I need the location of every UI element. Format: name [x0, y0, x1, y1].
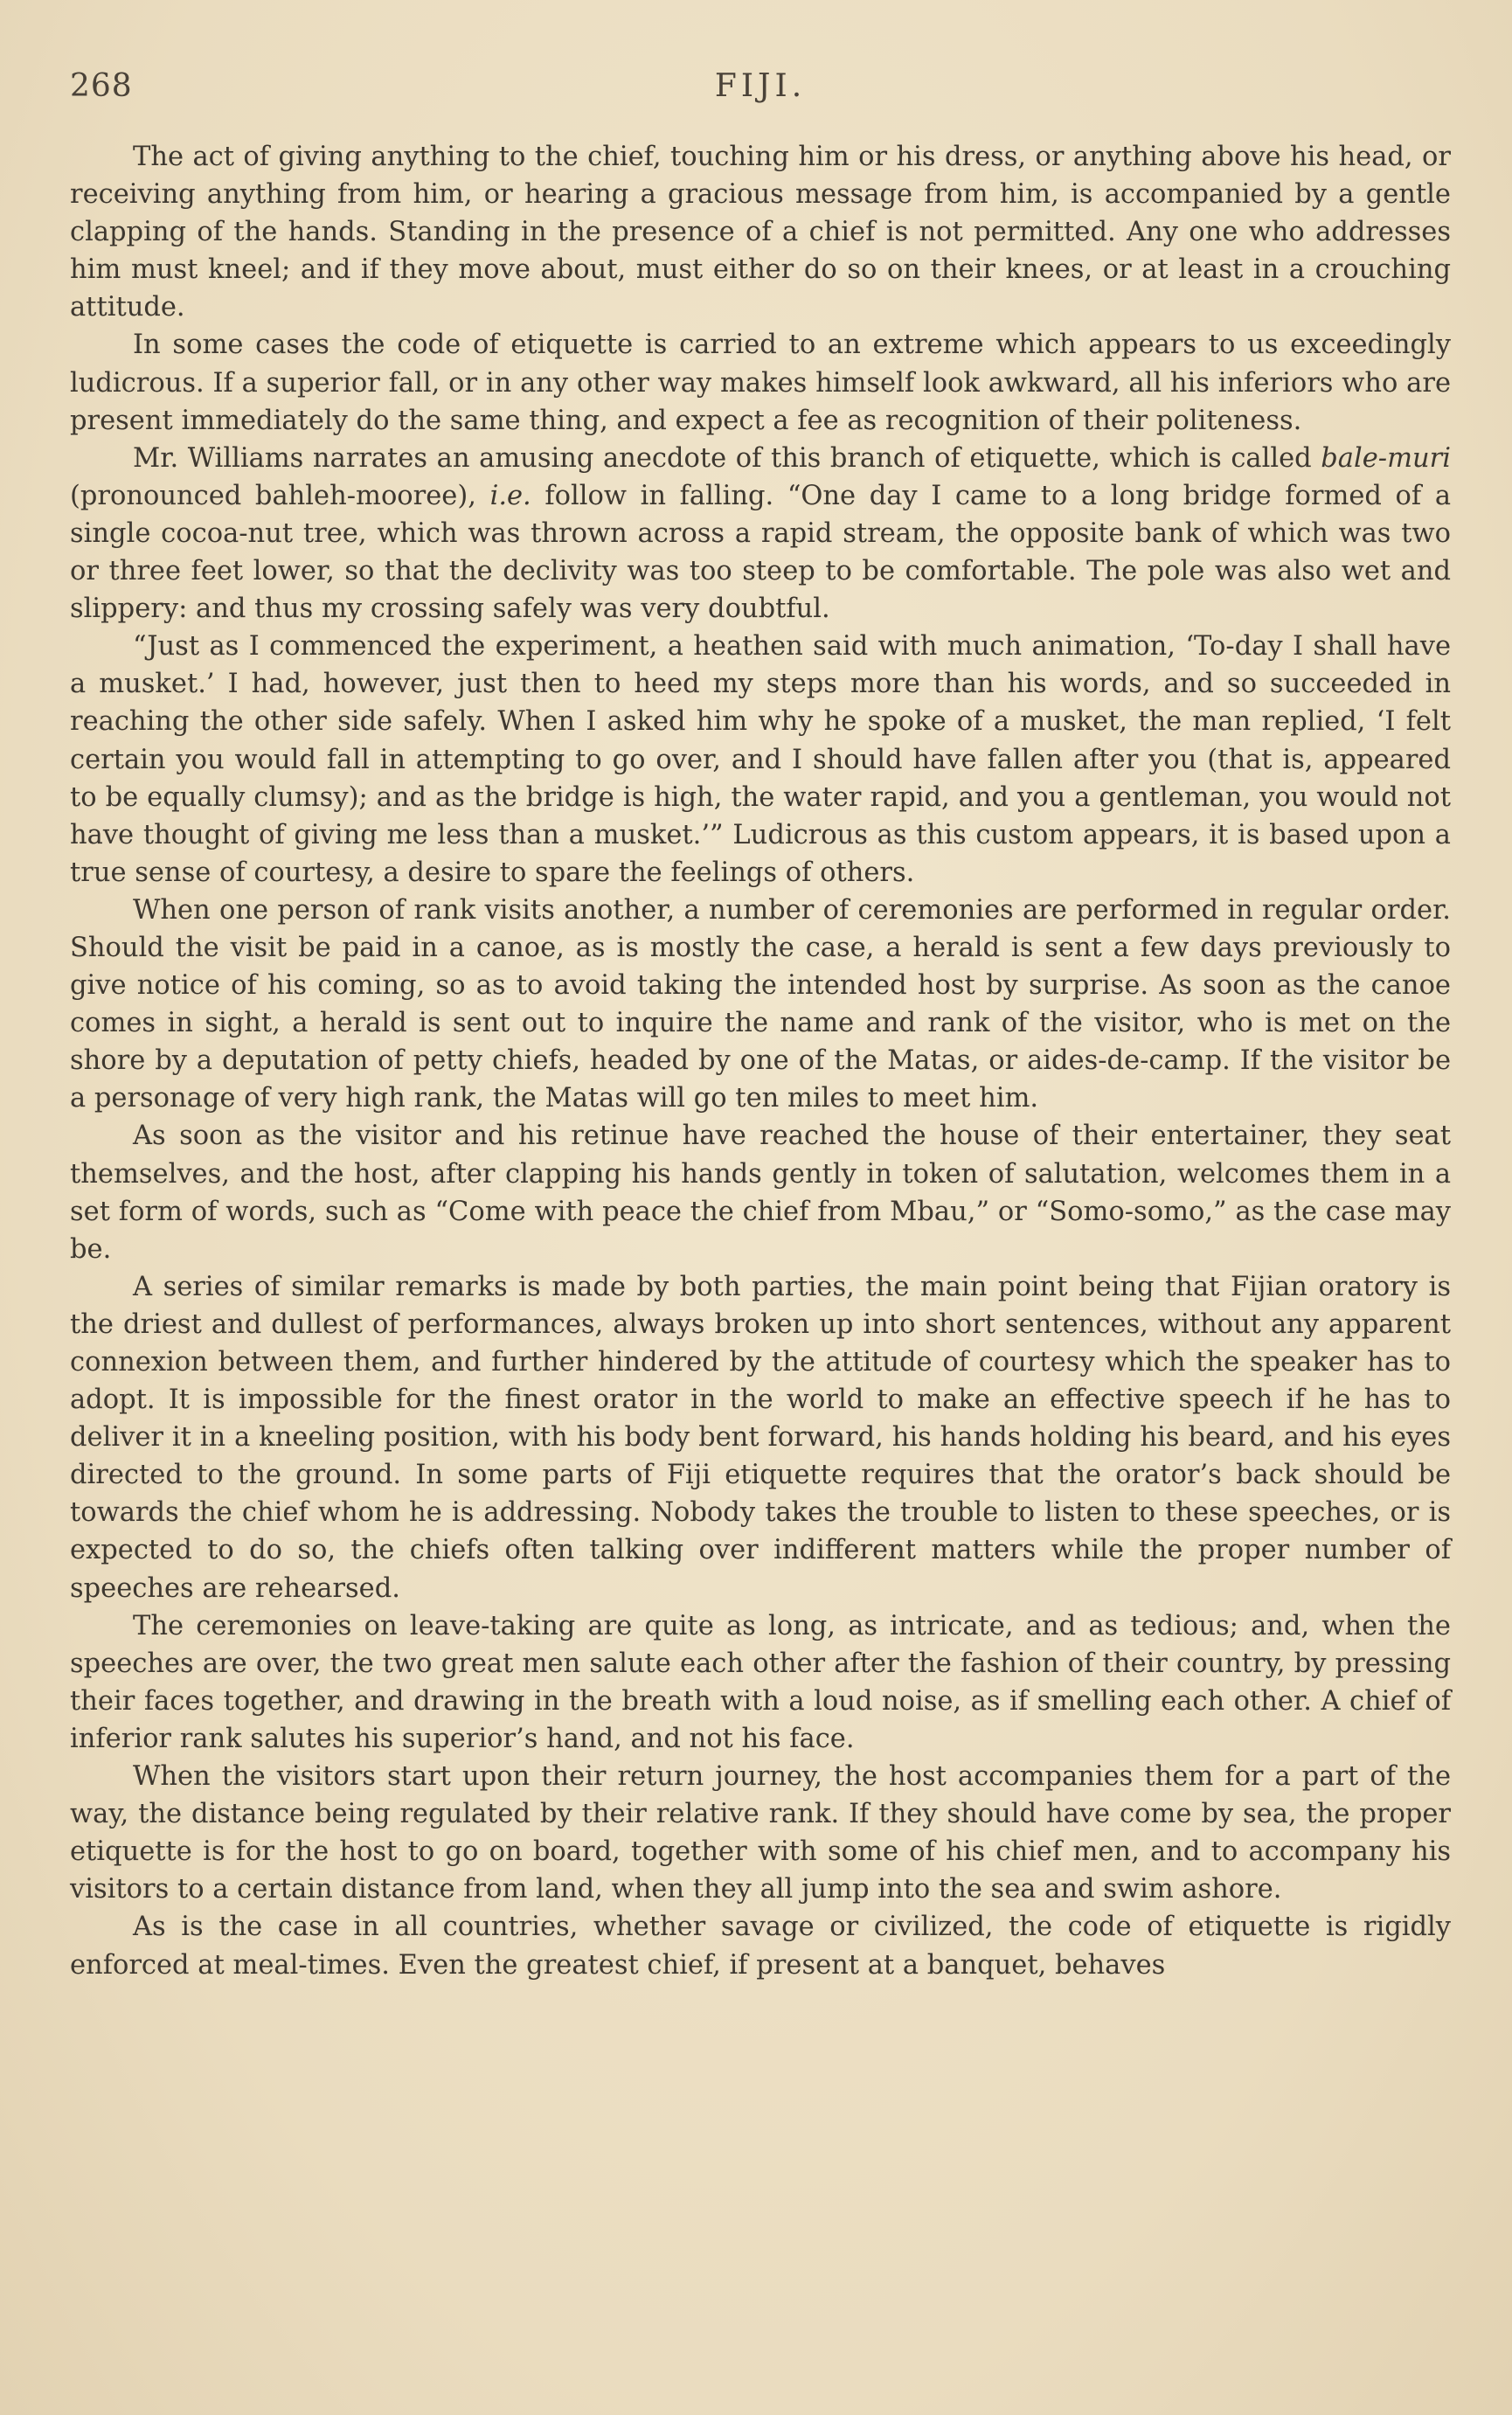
page-number: 268	[70, 68, 133, 104]
paragraph: The act of giving anything to the chief, touching him or his dress, or anything above his head, or receiving anything from him, or hearing a gracious message from him, is accompanied by a gentle clapping of the hands. Standing in the presence of a chief is not permitted. Any one who addresses him must kneel; and if they move about, must either do so on their knees, or at least in a crouching attitude.	[70, 142, 1451, 323]
fijian-term: bale-muri	[1321, 442, 1451, 474]
paragraph: The ceremonies on leave-taking are quite as long, as intricate, and as tedious; and, when the speeches are over, the two great men salute each other after the fashion of their country, by pressing their faces together, and drawing in the breath with a loud noise, as if smelling each other. A chief of inferior rank salutes his superior’s hand, and not his face.	[70, 1610, 1451, 1754]
paragraph: In some cases the code of etiquette is carried to an extreme which appears to us exceedingly ludicrous. If a superior fall, or in any other way makes himself look awkward, all his inferiors who are present immediately do the same thing, and expect a fee as recognition of their politeness.	[70, 330, 1451, 436]
paragraph: As is the case in all countries, whether savage or civilized, the code of etiquette is rigidly enforced at meal-times. Even the greatest chief, if present at a banquet, behaves	[70, 1912, 1451, 1981]
paragraph: When the visitors start upon their return journey, the host accompanies them for a part of the way, the distance being regulated by their relative rank. If they should have come by sea, the proper etiquette is for the host to go on board, together with some of his chief men, and to accompany his visitors to a certain distance from land, when they all jump into the sea and swim ashore.	[70, 1761, 1451, 1905]
paragraph: A series of similar remarks is made by both parties, the main point being that Fijian oratory is the driest and dullest of performances, always broken up into short sentences, without any apparent connexion between them, and further hindered by the attitude of courtesy which the speaker has to adopt. It is impossible for the finest orator in the world to make an effective speech if he has to deliver it in a kneeling position, with his body bent forward, his hands holding his beard, and his eyes directed to the ground. In some parts of Fiji etiquette requires that the orator’s back should be towards the chief whom he is addressing. Nobody takes the trouble to listen to these speeches, or is expected to do so, the chiefs often talking over indifferent matters while the proper number of speeches are rehearsed.	[70, 1271, 1451, 1604]
page-header	[70, 68, 1451, 121]
latin-abbreviation: i.e.	[489, 480, 531, 511]
paragraph-text: (pronounced bahleh-mooree),	[70, 480, 490, 511]
paragraph-text: follow in falling. “One day I came to a long bridge formed of a single cocoa-nut tree, which was thrown across a rapid stream, the opposite bank of which was two or three feet lower, so that the declivity was too steep to be comfortable. The pole was also wet and slippery: and thus my crossing safely was very doubtful.	[70, 480, 1451, 625]
paragraph: When one person of rank visits another, a number of ceremonies are performed in regular order. Should the visit be paid in a canoe, as is mostly the case, a herald is sent a few days previously to give notice of his coming, so as to avoid taking the intended host by surprise. As soon as the canoe comes in sight, a herald is sent out to inquire the name and rank of the visitor, who is met on the shore by a deputation of petty chiefs, headed by one of the Matas, or aides-de-camp. If the visitor be a personage of very high rank, the Matas will go ten miles to meet him.	[70, 894, 1451, 1114]
paragraph-text: Mr. Williams narrates an amusing anecdote of this branch of etiquette, which is called	[133, 442, 1321, 474]
running-title: FIJI.	[714, 68, 807, 104]
body-text	[70, 138, 1451, 1984]
paragraph: As soon as the visitor and his retinue have reached the house of their entertainer, they seat themselves, and the host, after clapping his hands gently in token of salutation, welcomes them in a set form of words, such as “Come with peace the chief from Mbau,” or “Somo-somo,” as the case may be.	[70, 1121, 1451, 1265]
paragraph	[70, 440, 1451, 628]
paragraph: “Just as I commenced the experiment, a heathen said with much animation, ‘To-day I shall have a musket.’ I had, however, just then to heed my steps more than his words, and so succeeded in reaching the other side safely. When I asked him why he spoke of a musket, the man replied, ‘I felt certain you would fall in attempting to go over, and I should have fallen after you (that is, appeared to be equally clumsy); and as the bridge is high, the water rapid, and you a gentleman, you would not have thought of giving me less than a musket.’” Ludicrous as this custom appears, it is based upon a true sense of courtesy, a desire to spare the feelings of others.	[70, 631, 1451, 888]
